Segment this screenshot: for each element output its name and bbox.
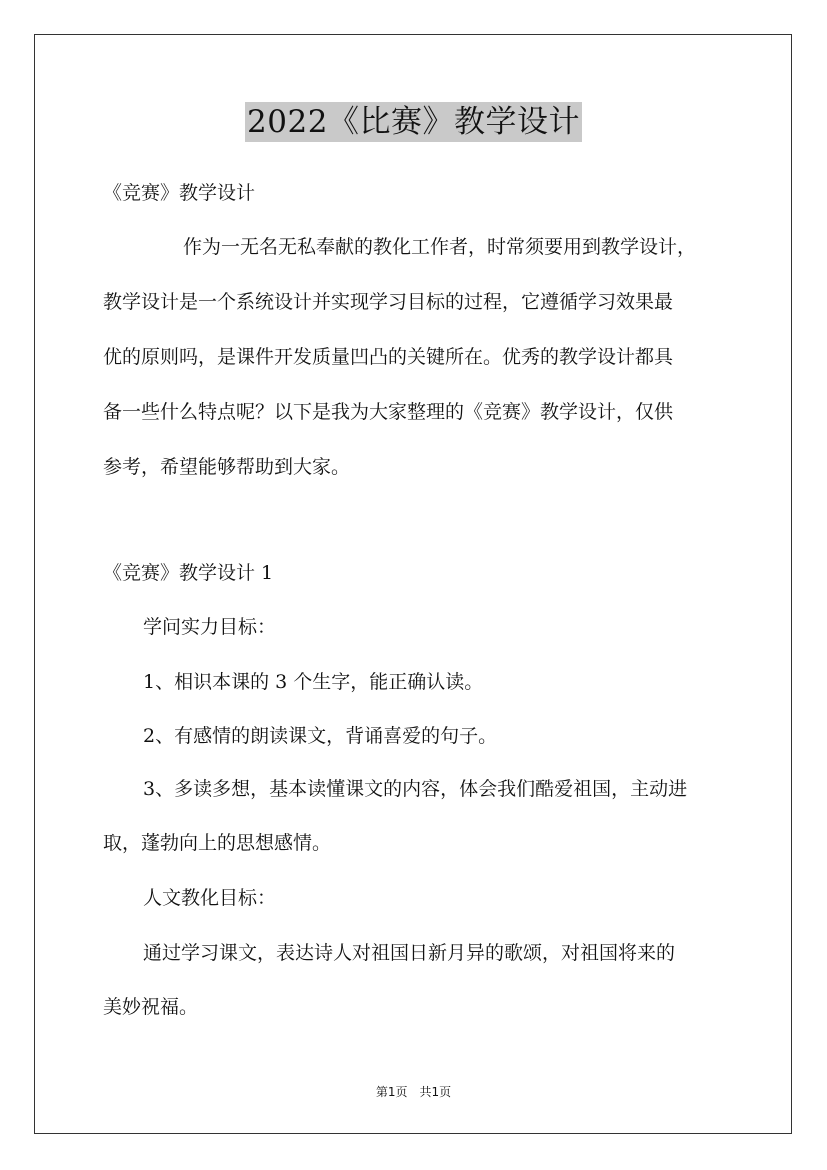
goal-item: 3、多读多想，基本读懂课文的内容，体会我们酷爱祖国，主动进 (143, 778, 688, 800)
title-container (0, 102, 827, 142)
document-title: 2022《比赛》教学设计 (247, 104, 580, 140)
humanity-line: 通过学习课文，表达诗人对祖国日新月异的歌颂，对祖国将来的 (143, 942, 676, 964)
knowledge-heading: 学问实力目标： (143, 616, 277, 638)
document-subtitle: 《竞赛》教学设计 (103, 182, 256, 204)
goal-item: 2、有感情的朗读课文，背诵喜爱的句子。 (143, 725, 498, 747)
humanity-heading: 人文教化目标： (143, 887, 277, 909)
intro-line: 备一些什么特点呢？以下是我为大家整理的《竞赛》教学设计，仅供 (103, 401, 674, 423)
page-footer: 第1页 共1页 (375, 1085, 452, 1099)
section-title: 《竞赛》教学设计 1 (103, 562, 274, 584)
intro-line: 优的原则吗，是课件开发质量凹凸的关键所在。优秀的教学设计都具 (103, 346, 674, 368)
intro-line: 作为一无名无私奉献的教化工作者，时常须要用到教学设计， (183, 236, 697, 258)
goal-item: 1、相识本课的 3 个生字，能正确认读。 (143, 671, 484, 693)
intro-line: 参考，希望能够帮助到大家。 (103, 456, 351, 478)
intro-line: 教学设计是一个系统设计并实现学习目标的过程，它遵循学习效果最 (103, 291, 674, 313)
goal-item-continuation: 取，蓬勃向上的思想感情。 (103, 832, 332, 854)
humanity-line: 美妙祝福。 (103, 996, 199, 1018)
